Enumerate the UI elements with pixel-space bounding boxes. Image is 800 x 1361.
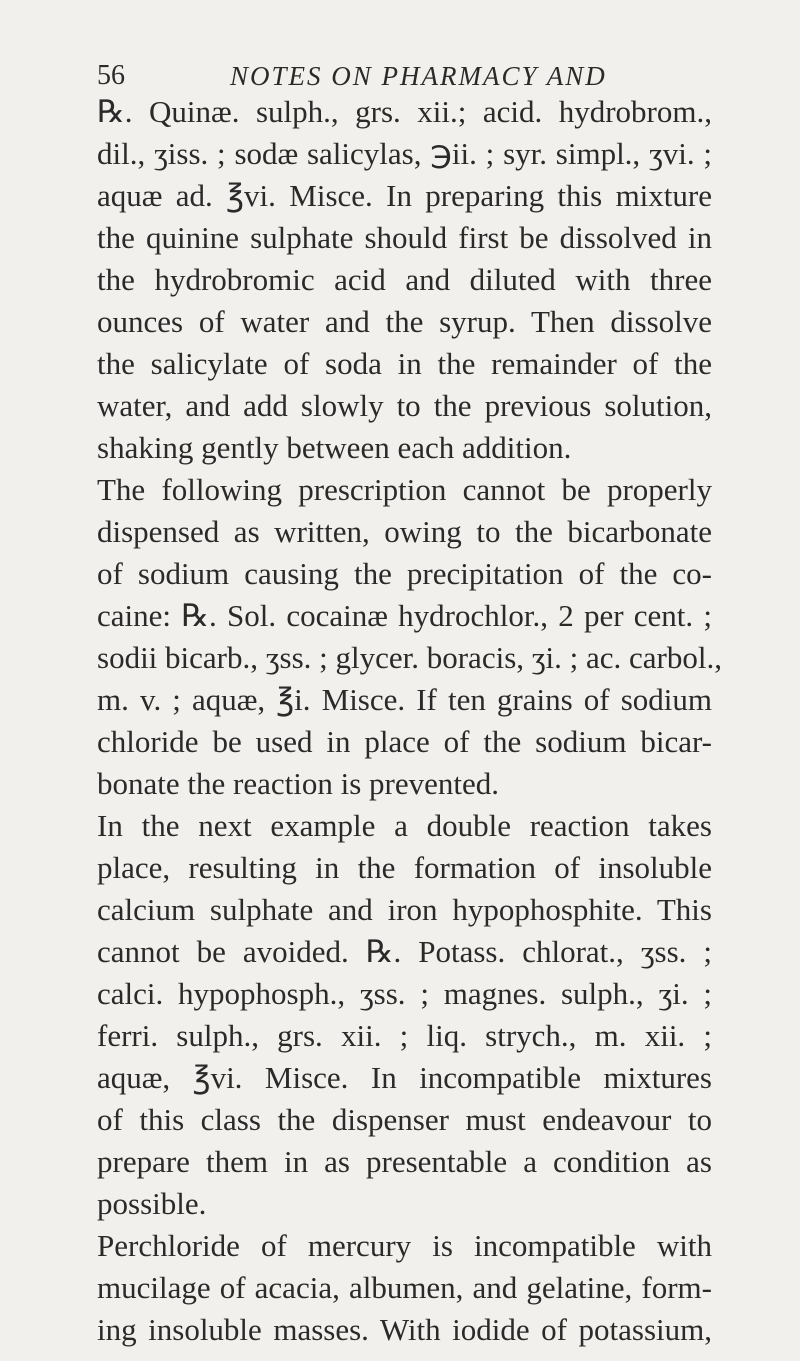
text-line: water, and add slowly to the previous solution,: [97, 388, 712, 423]
text-line: possible.: [97, 1186, 207, 1221]
text-line: ferri. sulph., grs. xii. ; liq. strych., m. xii. ;: [97, 1018, 712, 1053]
text-line: shaking gently between each addition.: [97, 430, 572, 465]
text-line: dispensed as written, owing to the bicarbonate: [97, 514, 712, 549]
text-line: cannot be avoided. ℞. Potass. chlorat., ʒss. ;: [97, 934, 712, 969]
text-line: m. v. ; aquæ, ℥i. Misce. If ten grains of sodium: [97, 682, 712, 717]
text-line: bonate the reaction is prevented.: [97, 766, 499, 801]
text-line: In the next example a double reaction takes: [97, 808, 712, 843]
text-line: place, resulting in the formation of insoluble: [97, 850, 712, 885]
text-line: sodii bicarb., ʒss. ; glycer. boracis, ʒi. ; ac. carbol.,: [97, 640, 722, 675]
text-line: The following prescription cannot be properly: [97, 472, 712, 507]
page-number: 56: [97, 60, 125, 91]
text-line: aquæ, ℥vi. Misce. In incompatible mixtures: [97, 1060, 712, 1095]
text-line: caine: ℞. Sol. cocainæ hydrochlor., 2 per cent. ;: [97, 598, 712, 633]
text-line: the quinine sulphate should first be dissolved in: [97, 220, 712, 255]
text-line: of this class the dispenser must endeavour to: [97, 1102, 712, 1137]
text-line: the hydrobromic acid and diluted with three: [97, 262, 712, 297]
text-line: chloride be used in place of the sodium bicar-: [97, 724, 712, 759]
text-line: dil., ʒiss. ; sodæ salicylas, ℈ii. ; syr. simpl., ʒvi. ;: [97, 136, 712, 171]
text-line: mucilage of acacia, albumen, and gelatine, form-: [97, 1270, 712, 1305]
text-line: calci. hypophosph., ʒss. ; magnes. sulph., ʒi. ;: [97, 976, 712, 1011]
text-line: ounces of water and the syrup. Then dissolve: [97, 304, 712, 339]
running-head: NOTES ON PHARMACY AND: [230, 61, 607, 91]
text-line: Perchloride of mercury is incompatible with: [97, 1228, 712, 1263]
text-line: prepare them in as presentable a condition as: [97, 1144, 712, 1179]
text-line: ℞. Quinæ. sulph., grs. xii.; acid. hydrobrom.,: [97, 94, 712, 129]
text-line: calcium sulphate and iron hypophosphite. This: [97, 892, 712, 927]
text-line: the salicylate of soda in the remainder of the: [97, 346, 712, 381]
text-line: aquæ ad. ℥vi. Misce. In preparing this mixture: [97, 178, 712, 213]
text-line: ing insoluble masses. With iodide of potassium,: [97, 1312, 712, 1347]
text-line: of sodium causing the precipitation of the co-: [97, 556, 712, 591]
